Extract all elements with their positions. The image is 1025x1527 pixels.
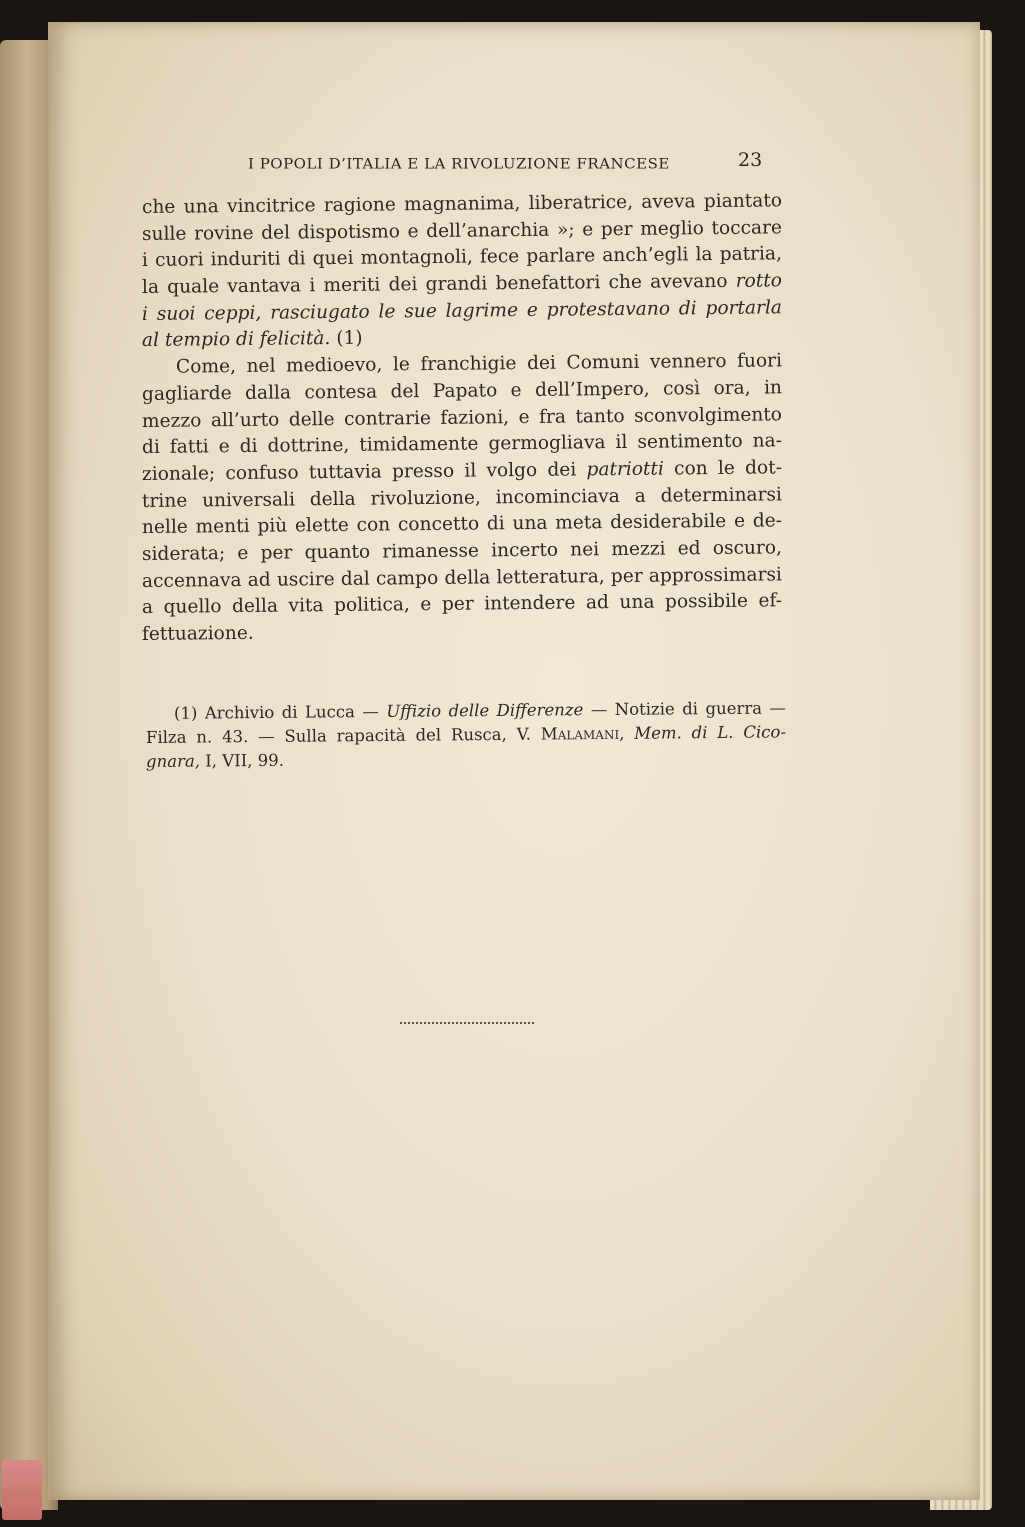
text-line: a quello della vita politica, e per intendere ad una possibile ef- xyxy=(141,590,783,619)
dotted-separator xyxy=(400,1022,534,1026)
text-line: nelle menti più elette con concetto di una meta desiderabile e de- xyxy=(141,510,783,539)
text-line: sulle rovine del dispotismo e dell’anarchia »; e per meglio toccare xyxy=(141,216,783,245)
main-text xyxy=(141,190,783,649)
text-line: fettuazione. xyxy=(141,622,254,645)
italic-span: i suoi ceppi, rasciugato le sue lagrime e protestavano di portarla xyxy=(141,297,783,325)
running-header xyxy=(50,147,980,187)
text-span: I, VII, 99. xyxy=(205,750,285,771)
text-line: gagliarde dalla contesa del Papato e dell’Impero, così ora, in xyxy=(141,377,783,405)
text-line: Come, nel medioevo, le franchigie dei Comuni vennero fuori xyxy=(175,350,783,378)
italic-span: Mem. di L. Cico- xyxy=(634,722,787,743)
text-span: la quale vantava i meriti dei grandi benefattori che avevano xyxy=(141,270,728,299)
italic-span: Uffizio delle Differenze xyxy=(386,700,584,721)
italic-span: rotto xyxy=(735,270,783,292)
text-line: siderata; e per quanto rimanesse incerto nei mezzi ed oscuro, xyxy=(141,537,783,565)
text-line: accennava ad uscire dal campo della letteratura, per approssimarsi xyxy=(141,563,783,592)
text-line: mezzo all’urto delle contrarie fazioni, e fra tanto sconvolgimento xyxy=(141,403,783,432)
text-line: di fatti e di dottrine, timidamente germogliava il sentimento na- xyxy=(141,430,783,459)
smallcaps-span: Malamani, xyxy=(540,723,625,744)
text-line: i cuori induriti di quei montagnoli, fece parlare anch’egli la patria, xyxy=(141,243,783,272)
footnote-ref: (1) xyxy=(336,328,363,350)
italic-span: patriotti xyxy=(586,458,664,481)
text-line: che una vincitrice ragione magnanima, liberatrice, aveva piantato xyxy=(141,190,783,218)
text-span: (1) Archivio di Lucca — xyxy=(173,701,379,723)
spine-label-sticker xyxy=(2,1460,42,1520)
footnote-line xyxy=(146,744,786,774)
text-span: con le dot- xyxy=(674,457,783,480)
text-span: zionale; confuso tuttavia presso il volgo dei xyxy=(141,459,577,485)
italic-span: gnara, xyxy=(145,751,201,771)
text-span: Filza n. 43. — Sulla rapacità del Rusca, V. xyxy=(145,724,532,747)
text-line: trine universali della rivoluzione, incominciava a determinarsi xyxy=(141,483,783,512)
footnote xyxy=(145,698,787,774)
italic-span: al tempio di felicità. xyxy=(141,328,331,352)
book-page xyxy=(48,22,980,1500)
text-span: — Notizie di guerra — xyxy=(590,698,787,720)
running-title: I POPOLI D’ITALIA E LA RIVOLUZIONE FRANCESE xyxy=(248,155,670,173)
page-number: 23 xyxy=(738,149,763,171)
